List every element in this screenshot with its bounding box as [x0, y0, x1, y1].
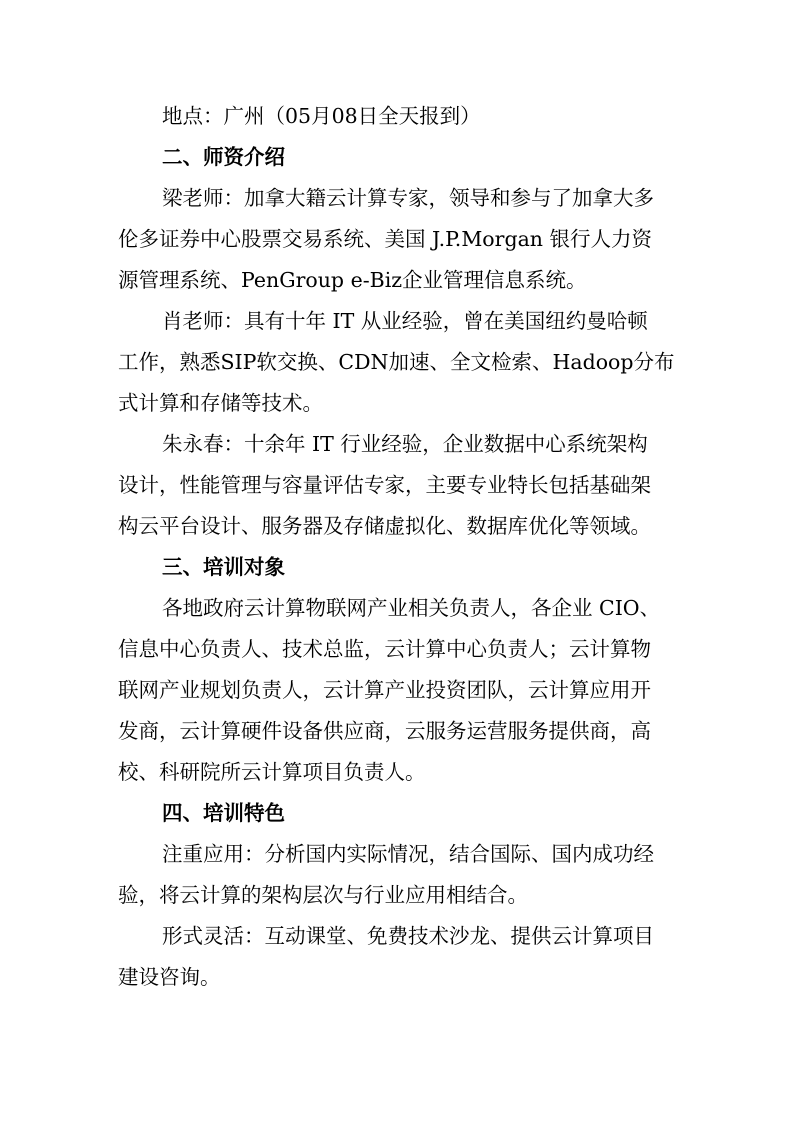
paragraph-line: 肖老师：具有十年 IT 从业经验，曾在美国纽约曼哈顿: [162, 309, 648, 333]
location-line: 地点：广州（05月08日全天报到）: [162, 104, 481, 128]
audience-paragraph: [118, 588, 678, 793]
paragraph-line: 校、科研院所云计算项目负责人。: [118, 760, 426, 784]
paragraph-line: 信息中心负责人、技术总监，云计算中心负责人；云计算物: [118, 637, 651, 661]
feature-paragraph: [118, 916, 678, 998]
paragraph-line: 发商，云计算硬件设备供应商，云服务运营服务提供商，高: [118, 719, 651, 743]
section-heading-faculty: 二、师资介绍: [162, 145, 285, 169]
section-heading-audience: 三、培训对象: [162, 555, 285, 579]
paragraph-line: 构云平台设计、服务器及存储虚拟化、数据库优化等领域。: [118, 514, 651, 538]
paragraph-line: 验，将云计算的架构层次与行业应用相结合。: [118, 883, 528, 907]
teacher-paragraph: [118, 424, 678, 547]
paragraph-line: 工作，熟悉SIP软交换、CDN加速、全文检索、Hadoop分布: [118, 350, 675, 374]
feature-paragraph: [118, 834, 678, 916]
paragraph-line: 设计，性能管理与容量评估专家，主要专业特长包括基础架: [118, 473, 651, 497]
paragraph-line: 梁老师：加拿大籍云计算专家，领导和参与了加拿大多: [162, 186, 654, 210]
paragraph-line: 源管理系统、PenGroup e-Biz企业管理信息系统。: [118, 268, 587, 292]
paragraph-line: 形式灵活：互动课堂、免费技术沙龙、提供云计算项目: [162, 924, 654, 948]
document-page: [118, 96, 678, 998]
paragraph-line: 各地政府云计算物联网产业相关负责人，各企业 CIO、: [162, 596, 661, 620]
paragraph-line: 注重应用：分析国内实际情况，结合国际、国内成功经: [162, 842, 654, 866]
teacher-paragraph: [118, 301, 678, 424]
paragraph-line: 联网产业规划负责人，云计算产业投资团队，云计算应用开: [118, 678, 651, 702]
paragraph-line: 式计算和存储等技术。: [118, 391, 323, 415]
paragraph-line: 伦多证券中心股票交易系统、美国 J.P.Morgan 银行人力资: [118, 227, 653, 251]
section-heading-features: 四、培训特色: [162, 801, 285, 825]
paragraph-line: 建设咨询。: [118, 965, 221, 989]
paragraph-line: 朱永春：十余年 IT 行业经验，企业数据中心系统架构: [162, 432, 648, 456]
teacher-paragraph: [118, 178, 678, 301]
